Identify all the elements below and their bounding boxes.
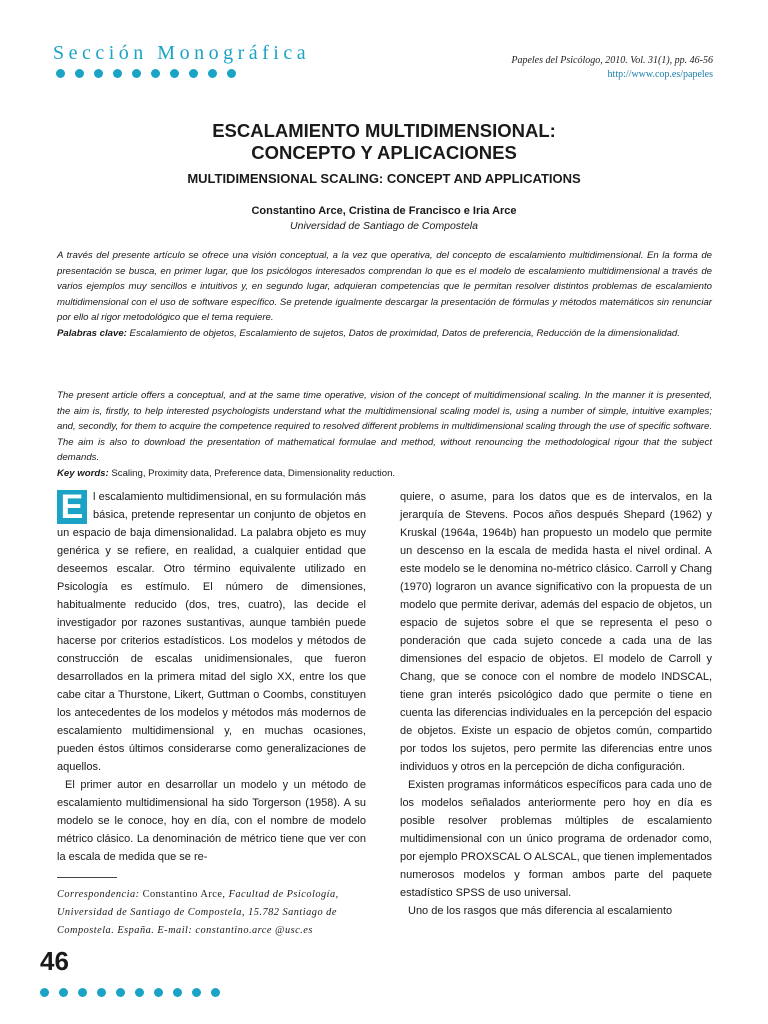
drop-cap: E [57, 490, 87, 524]
footnote-name: Constantino Arce, [142, 889, 226, 900]
article-title [0, 120, 768, 164]
authors: Constantino Arce, Cristina de Francisco e Iria Arce [251, 205, 517, 217]
section-title: Sección Monográfica [53, 42, 311, 64]
abstract-english [57, 388, 712, 482]
body-column-left [57, 488, 366, 866]
page-number: 46 [40, 946, 69, 976]
body-paragraph: El primer autor en desarrollar un modelo y un método de escalamiento multidimensional ha sido Torgerson (1958). A su modelo se le conoce, hoy en día, con el nombre de modelo métrico clásico. La denominación de métrico tiene que ver con la escala de medida que se re- [57, 779, 366, 863]
affiliation: Universidad de Santiago de Compostela [290, 220, 478, 232]
journal-url[interactable]: http://www.cop.es/papeles [607, 69, 713, 80]
abstract-spanish-text: A través del presente artículo se ofrece una visión conceptual, a la vez que operativa, del concepto de escalamiento multidimensional. En la forma de presentación se busca, en primer lugar, que los psicólogos interesados comprendan lo que es el modelo de escalamiento multidimensional a través de varios ejemplos muy sencillos e intuitivos y, en segundo lugar, adquieran competencias que le permitan resolver distintos problemas de escalamiento multidimensional con el uso de software específico. Se pretende igualmente descargar la presentación de fórmulas y métodos matemáticos sin renunciar por ello al rigor metodológico que el tema requiere. [57, 250, 712, 324]
keywords-english [57, 468, 395, 479]
decorative-dots-top [56, 69, 246, 78]
article-subtitle: MULTIDIMENSIONAL SCALING: CONCEPT AND APPLICATIONS [187, 171, 581, 186]
keywords-spanish-label: Palabras clave: [57, 327, 127, 339]
journal-citation [511, 54, 713, 82]
keywords-english-list: Scaling, Proximity data, Preference data, Dimensionality reduction. [111, 467, 396, 479]
body-paragraph: Existen programas informáticos específicos para cada uno de los modelos señalados anteriormente pero hoy en día es posible resolver problemas múltiples de escalamiento multidimensional con un único programa de ordenador como, por ejemplo PROXSCAL O ALSCAL, que tienen implementados numerosos modelos y forman ambos parte del paquete estadístico SPSS de uso universal. [400, 779, 712, 899]
body-paragraph [57, 488, 366, 776]
footnote-text: Facultad de Psicología, Universidad de Santiago de Compostela, 15.782 Santiago de Compostela. España. E-mail: constantino.arce @usc.es [57, 889, 339, 936]
keywords-english-label: Key words: [57, 467, 109, 479]
keywords-spanish [57, 328, 680, 339]
abstract-english-text: The present article offers a conceptual, and at the same time operative, vision of the concept of multidimensional scaling. In the manner it is presented, the aim is, firstly, to help interested psychologists understand what the multidimensional scaling model is, using a number of simple, intuitive examples; and, secondly, for them to acquire the competence required to resolved different problems in multidimensional scaling through the use of specific software. The aim is also to download the presentation of mathematical formulae and method, without renouncing the methodological rigour that the subject demands. [57, 390, 712, 464]
title-line-1: ESCALAMIENTO MULTIDIMENSIONAL: [212, 120, 556, 141]
body-paragraph: Uno de los rasgos que más diferencia al escalamiento [408, 905, 673, 917]
footnote-divider [57, 877, 117, 878]
body-paragraph: quiere, o asume, para los datos que es de intervalos, en la jerarquía de Stevens. Pocos años después Shepard (1962) y Kruskal (1964a, 1964b) han propuesto un modelo que permite un descenso en la escala de medida hasta el nivel ordinal. A este modelo se le denomina no-métrico clásico. Carroll y Chang (1970) lograron un avance significativo con la propuesta de un modelo que permite derivar, además del espacio de objetos, un espacio de sujetos sobre el que se representa el peso o ponderación que cada sujeto concede a cada una de las dimensiones del espacio de objetos. El modelo de Carroll y Chang, que se conoce con el nombre de modelo INDSCAL, tiene gran interés psicológico dado que permite o tiene en cuenta las diferencias individuales en la percepción del espacio de objetos. Existe un espacio de objetos común, compartido por todos los sujetos, pero permite las diferencias entre unos individuos y otros en la percepción de dicha configuración. [400, 491, 712, 773]
abstract-spanish [57, 248, 712, 342]
decorative-dots-bottom [40, 988, 230, 997]
journal-line: Papeles del Psicólogo, 2010. Vol. 31(1), pp. 46-56 [511, 55, 713, 66]
keywords-spanish-list: Escalamiento de objetos, Escalamiento de sujetos, Datos de proximidad, Datos de preferencia, Reducción de la dimensionalidad. [129, 327, 680, 339]
title-line-2: CONCEPTO Y APLICACIONES [251, 142, 517, 163]
correspondence-footnote [57, 886, 367, 940]
paragraph-text: l escalamiento multidimensional, en su formulación más básica, pretende representar un conjunto de objetos en un espacio de baja dimensionalidad. La palabra objeto es muy genérica y se refiere, en realidad, a cualquier entidad que deseemos escalar. Otro término equivalente utilizado en Psicología es estímulo. El número de dimensiones, habitualmente reducido (dos, tres, cuatro), las decide el investigador por razones sustantivas, aunque también puede hacerse por criterios estadísticos. Los modelos y métodos de construcción de escalas unidimensionales, que fueron desarrollados en la primera mitad del siglo XX, entre los que cabe citar a Thurstone, Likert, Guttman o Coombs, constituyen los antecedentes de los modelos y métodos más modernos de escalamiento multidimensional y, en muchas ocasiones, pueden éstos últimos considerarse como generalizaciones de aquellos. [57, 491, 366, 773]
footnote-label: Correspondencia: [57, 889, 140, 900]
body-column-right [400, 488, 712, 920]
